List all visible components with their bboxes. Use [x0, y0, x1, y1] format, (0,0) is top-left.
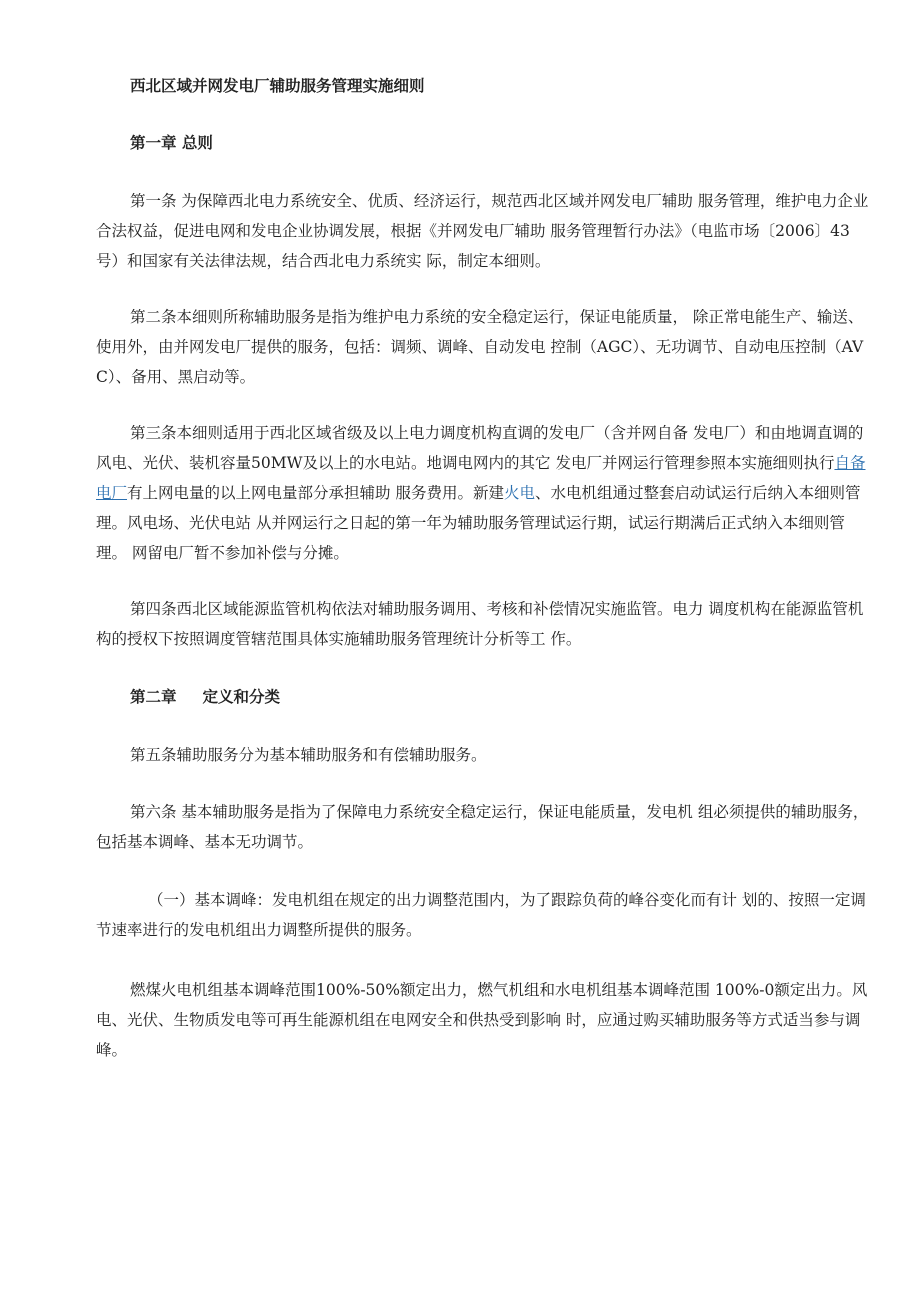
article-3-part-b: 有上网电量的以上网电量部分承担辅助 服务费用。新建	[127, 484, 504, 502]
chapter-2-title: 定义和分类	[202, 687, 281, 706]
chapter-1-heading: 第一章 总则	[130, 133, 213, 152]
chapter-2-heading	[96, 682, 872, 712]
article-3-part-a: 第三条本细则适用于西北区域省级及以上电力调度机构直调的发电厂（含并网自备 发电厂）和由地调直调的风电、光伏、装机容量50MW及以上的水电站。地调电网内的其它 发电厂并网运行管理参照本实施细则执行	[96, 424, 864, 472]
item-1-detail: 燃煤火电机组基本调峰范围100%-50%额定出力，燃气机组和水电机组基本调峰范围 100%-0额定出力。风电、光伏、生物质发电等可再生能源机组在电网安全和供热受到影响 时，应通过购买辅助服务等方式适当参与调峰。	[96, 981, 868, 1059]
article-1: 第一条 为保障西北电力系统安全、优质、经济运行，规范西北区域并网发电厂辅助 服务管理，维护电力企业合法权益，促进电网和发电企业协调发展，根据《并网发电厂辅助 服务管理暂行办法》（电监市场〔2006〕43号）和国家有关法律法规，结合西北电力系统实 际，制定本细则。	[96, 192, 869, 270]
article-5: 第五条辅助服务分为基本辅助服务和有偿辅助服务。	[130, 746, 487, 764]
article-6: 第六条 基本辅助服务是指为了保障电力系统安全稳定运行，保证电能质量，发电机 组必须提供的辅助服务，包括基本调峰、基本无功调节。	[96, 803, 869, 851]
article-3	[96, 418, 872, 568]
item-1-basic-peak-regulation: （一）基本调峰：发电机组在规定的出力调整范围内，为了跟踪负荷的峰谷变化而有计 划的、按照一定调节速率进行的发电机组出力调整所提供的服务。	[96, 891, 866, 939]
document-title: 西北区域并网发电厂辅助服务管理实施细则	[130, 76, 425, 95]
article-3-part-c: 、水电机组通过整套启动试运行后纳入本细则管理。风电场、光伏电站 从并网运行之日起的第一年为辅助服务管理试运行期，试运行期满后正式纳入本细则管理。 网留电厂暂不参加补偿与分摊。	[96, 484, 861, 562]
article-4: 第四条西北区域能源监管机构依法对辅助服务调用、考核和补偿情况实施监管。电力 调度机构在能源监管机构的授权下按照调度管辖范围具体实施辅助服务管理统计分析等工 作。	[96, 600, 864, 648]
chapter-2-number: 第二章	[130, 687, 177, 706]
self-owned-plant-link[interactable]: 自备电厂	[96, 454, 866, 502]
thermal-power-link[interactable]: 火电	[503, 484, 535, 502]
article-2: 第二条本细则所称辅助服务是指为维护电力系统的安全稳定运行，保证电能质量， 除正常电能生产、输送、使用外，由并网发电厂提供的服务，包括：调频、调峰、自动发电 控制（AGC）、无功调节、自动电压控制（AVC）、备用、黑启动等。	[96, 308, 864, 386]
